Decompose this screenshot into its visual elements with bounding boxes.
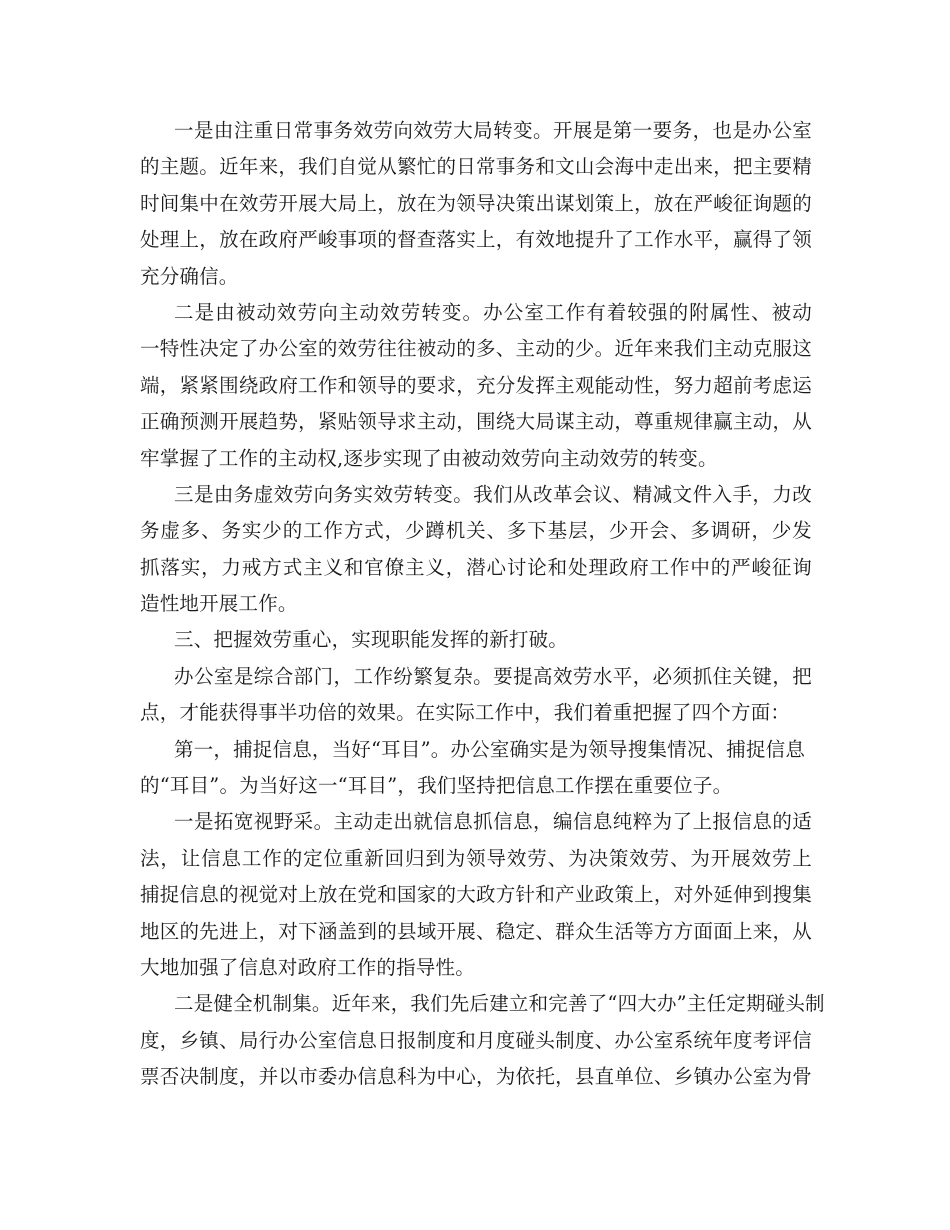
text-line: 一是拓宽视野采。主动走出就信息抓信息，编信息纯粹为了上报信息的适	[174, 810, 812, 834]
text-line: 地区的先进上，对下涵盖到的县域开展、稳定、群众生活等方方面面上来，从	[140, 919, 812, 943]
text-line: 牢掌握了工作的主动权,逐步实现了由被动效劳向主动效劳的转变。	[140, 446, 718, 470]
text-line: 二是健全机制集。近年来，我们先后建立和完善了“四大办”主任定期碰头制	[174, 992, 825, 1016]
text-line: 造性地开展工作。	[140, 592, 298, 616]
text-line: 抓落实，力戒方式主义和官僚主义，潜心讨论和处理政府工作中的严峻征询	[140, 555, 812, 579]
text-line: 端，紧紧围绕政府工作和领导的要求，充分发挥主观能动性，努力超前考虑运	[140, 373, 812, 397]
text-line: 法，让信息工作的定位重新回归到为领导效劳、为决策效劳、为开展效劳上	[140, 846, 812, 870]
text-line: 办公室是综合部门，工作纷繁复杂。要提高效劳水平，必须抓住关键，把	[174, 664, 812, 688]
text-line: 第一，捕捉信息，当好“耳目”。办公室确实是为领导搜集情况、捕捉信息	[174, 737, 806, 761]
text-line: 点，才能获得事半功倍的效果。在实际工作中，我们着重把握了四个方面：	[140, 701, 791, 725]
text-line: 正确预测开展趋势，紧贴领导求主动，围绕大局谋主动，尊重规律赢主动，从	[140, 410, 812, 434]
text-line: 度，乡镇、局行办公室信息日报制度和月度碰头制度、办公室系统年度考评信	[140, 1028, 812, 1052]
text-line: 一特性决定了办公室的效劳往往被动的多、主动的少。近年来我们主动克服这	[140, 337, 812, 361]
text-line: 三是由务虚效劳向务实效劳转变。我们从改革会议、精减文件入手，力改	[174, 482, 812, 506]
text-line: 的“耳目”。为当好这一“耳目”，我们坚持把信息工作摆在重要位子。	[140, 774, 733, 798]
text-line: 票否决制度，并以市委办信息科为中心，为依托，县直单位、乡镇办公室为骨	[140, 1065, 812, 1089]
text-line: 充分确信。	[140, 264, 239, 288]
text-line: 二是由被动效劳向主动效劳转变。办公室工作有着较强的附属性、被动	[174, 300, 812, 324]
text-line: 一是由注重日常事务效劳向效劳大局转变。开展是第一要务，也是办公室	[174, 119, 812, 142]
document-body	[140, 113, 825, 1096]
text-line: 捕捉信息的视觉对上放在党和国家的大政方针和产业政策上，对外延伸到搜集	[140, 883, 812, 907]
text-line: 的主题。近年来，我们自觉从繁忙的日常事务和文山会海中走出来，把主要精	[140, 155, 812, 179]
text-line: 大地加强了信息对政府工作的指导性。	[140, 955, 475, 979]
text-line: 务虚多、务实少的工作方式，少蹲机关、多下基层，少开会、多调研，少发	[140, 519, 812, 543]
text-line: 处理上，放在政府严峻事项的督查落实上，有效地提升了工作水平，赢得了领	[140, 228, 812, 252]
text-line: 三、把握效劳重心，实现职能发挥的新打破。	[174, 628, 569, 652]
text-line: 时间集中在效劳开展大局上，放在为领导决策出谋划策上，放在严峻征询题的	[140, 191, 812, 215]
